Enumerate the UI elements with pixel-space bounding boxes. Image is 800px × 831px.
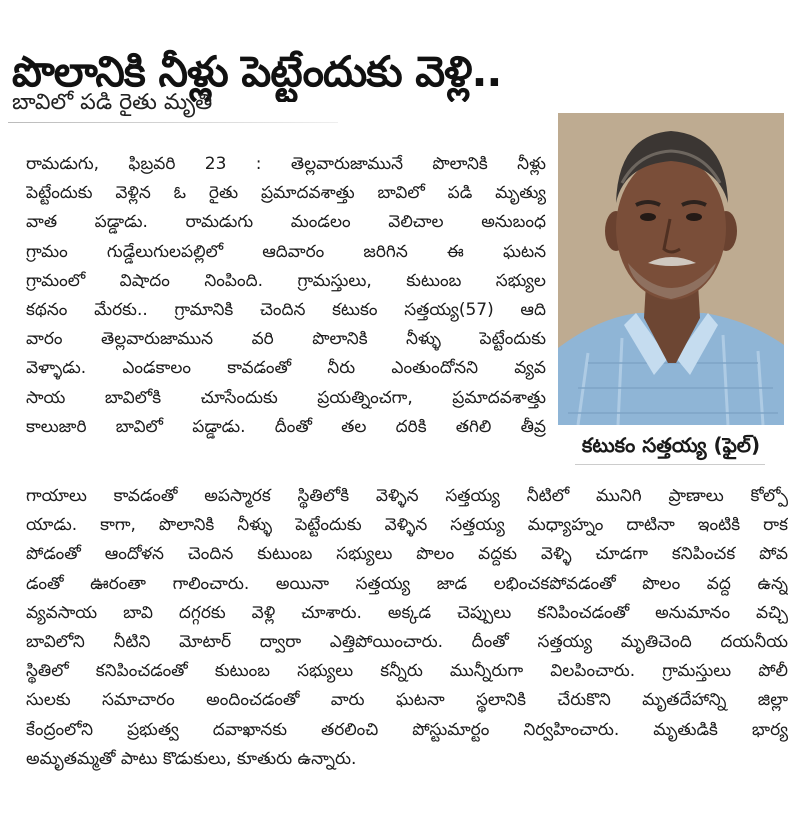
article-line: అమృతమ్మతో పాటు కొడుకులు, కూతురు ఉన్నారు. bbox=[26, 748, 357, 769]
article-line: వ్యవసాయ బావి దగ్గరకు వెళ్లి చూశారు. అక్కడ చెప్పులు కనిపించడంతో అనుమానం వచ్చి bbox=[26, 602, 788, 623]
article-line: రామడుగు, ఫిబ్రవరి 23 : తెల్లవారుజామునే పొలానికి నీళ్లు bbox=[26, 154, 546, 174]
article-line: పెట్టేందుకు వెళ్లిన ఓ రైతు ప్రమాదవశాత్తు బావిలో పడి మృత్యు bbox=[26, 183, 546, 204]
article-line: కేంద్రంలోని ప్రభుత్వ దవాఖానకు తరలించి పోస్టుమార్టం నిర్వహించారు. మృతుడికి భార్య bbox=[26, 719, 788, 740]
article-line: కథనం మేరకు.. గ్రామానికి చెందిన కటుకం సత్తయ్య(57) ఆది bbox=[26, 300, 546, 321]
article-line: కాలుజారి బావిలో పడ్డాడు. దీంతో తల దరికి తగిలి తీవ్ర bbox=[26, 416, 546, 437]
headline: పొలానికి నీళ్లు పెట్టేందుకు వెళ్లి.. bbox=[12, 47, 502, 97]
farmer-portrait-icon bbox=[558, 113, 784, 425]
subheadline: బావిలో పడి రైతు మృతి bbox=[12, 90, 213, 115]
article-line: పోడంతో ఆందోళన చెందిన కుటుంబ సభ్యులు పొలం వద్దకు వెళ్ళి చూడగా కనిపించక పోవ bbox=[26, 544, 788, 565]
article-line: సాయ బావిలోకి చూసేందుకు ప్రయత్నించగా, ప్రమాదవశాత్తు bbox=[26, 387, 546, 408]
article-body-narrow bbox=[26, 150, 546, 442]
article-line: గ్రామం గుడ్డేలుగులపల్లిలో ఆదివారం జరిగిన ఈ ఘటన bbox=[26, 241, 546, 262]
farmer-portrait-photo bbox=[558, 113, 784, 425]
photo-caption: కటుకం సత్తయ్య (ఫైల్) bbox=[581, 433, 761, 457]
caption-divider bbox=[575, 464, 765, 465]
article-body-wide bbox=[26, 482, 788, 774]
article-line: వెళ్ళాడు. ఎండకాలం కావడంతో నీరు ఎంతుందోనని వ్యవ bbox=[26, 358, 546, 379]
article-line: సులకు సమాచారం అందించడంతో వారు ఘటనా స్థలానికి చేరుకొని మృతదేహాన్ని జిల్లా bbox=[26, 690, 788, 711]
article-line: వాత పడ్డాడు. రామడుగు మండలం వెలిచాల అనుబంధ bbox=[26, 212, 546, 233]
article-line: డంతో ఊరంతా గాలించారు. అయినా సత్తయ్య జాడ లభించకపోవడంతో పొలం వద్ద ఉన్న bbox=[26, 573, 788, 594]
article-line: బావిలోని నీటిని మోటార్ ద్వారా ఎత్తిపోయించారు. దీంతో సత్తయ్య మృతిచెంది దయనీయ bbox=[26, 632, 788, 653]
article-line: గాయాలు కావడంతో అపస్మారక స్థితిలోకి వెళ్ళిన సత్తయ్య నీటిలో మునిగి ప్రాణాలు కోల్పో bbox=[26, 486, 788, 506]
article-line: యాడు. కాగా, పొలానికి నీళ్ళు పెట్టేందుకు వెళ్ళిన సత్తయ్య మధ్యాహ్నం దాటినా ఇంటికి రాక bbox=[26, 515, 788, 536]
article-line: స్థితిలో కనిపించడంతో కుటుంబ సభ్యులు కన్నీరు మున్నీరుగా విలపించారు. గ్రామస్తులు పోలీ bbox=[26, 661, 788, 682]
subheadline-divider bbox=[8, 122, 338, 123]
article-line: గ్రామంలో విషాదం నింపింది. గ్రామస్తులు, కుటుంబ సభ్యుల bbox=[26, 270, 546, 291]
article-line: వారం తెల్లవారుజామున వరి పొలానికి నీళ్ళు పెట్టేందుకు bbox=[26, 329, 546, 350]
